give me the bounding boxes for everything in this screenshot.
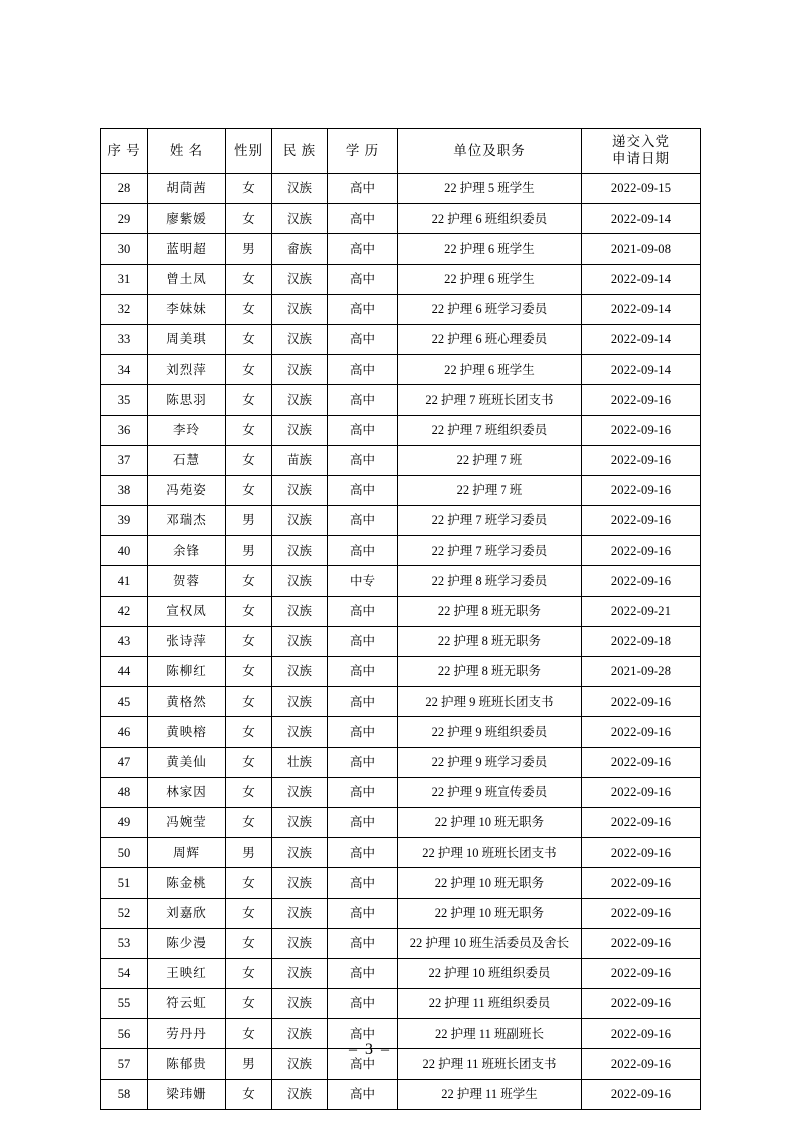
- cell-education: 高中: [328, 204, 398, 234]
- cell-seq: 41: [101, 566, 148, 596]
- cell-date: 2022-09-16: [582, 1079, 701, 1109]
- cell-seq: 37: [101, 445, 148, 475]
- cell-education: 中专: [328, 566, 398, 596]
- cell-date: 2021-09-28: [582, 657, 701, 687]
- cell-ethnicity: 汉族: [272, 204, 328, 234]
- cell-name: 黄映榕: [148, 717, 226, 747]
- cell-gender: 男: [226, 234, 272, 264]
- cell-seq: 35: [101, 385, 148, 415]
- cell-ethnicity: 汉族: [272, 566, 328, 596]
- cell-name: 刘烈萍: [148, 355, 226, 385]
- cell-education: 高中: [328, 264, 398, 294]
- cell-gender: 女: [226, 204, 272, 234]
- table-body: [101, 174, 701, 1110]
- cell-unit: 22 护理 9 班学习委员: [398, 747, 582, 777]
- cell-date: 2022-09-16: [582, 415, 701, 445]
- cell-ethnicity: 汉族: [272, 1079, 328, 1109]
- cell-date: 2022-09-16: [582, 838, 701, 868]
- table-row: [101, 838, 701, 868]
- table-row: [101, 264, 701, 294]
- cell-name: 冯苑姿: [148, 475, 226, 505]
- cell-ethnicity: 汉族: [272, 475, 328, 505]
- cell-gender: 女: [226, 294, 272, 324]
- cell-date: 2022-09-14: [582, 264, 701, 294]
- cell-seq: 44: [101, 657, 148, 687]
- cell-unit: 22 护理 8 班无职务: [398, 596, 582, 626]
- cell-unit: 22 护理 9 班组织委员: [398, 717, 582, 747]
- cell-unit: 22 护理 8 班无职务: [398, 657, 582, 687]
- cell-education: 高中: [328, 234, 398, 264]
- cell-unit: 22 护理 10 班无职务: [398, 807, 582, 837]
- cell-name: 劳丹丹: [148, 1019, 226, 1049]
- cell-education: 高中: [328, 777, 398, 807]
- cell-date: 2022-09-16: [582, 898, 701, 928]
- cell-gender: 女: [226, 989, 272, 1019]
- table-row: [101, 385, 701, 415]
- table-row: [101, 717, 701, 747]
- cell-unit: 22 护理 6 班学习委员: [398, 294, 582, 324]
- cell-gender: 女: [226, 657, 272, 687]
- cell-date: 2022-09-14: [582, 324, 701, 354]
- table-row: [101, 445, 701, 475]
- column-header-date-line1: 递交入党: [612, 134, 670, 150]
- cell-seq: 52: [101, 898, 148, 928]
- cell-name: 黄美仙: [148, 747, 226, 777]
- cell-unit: 22 护理 10 班无职务: [398, 898, 582, 928]
- cell-gender: 女: [226, 777, 272, 807]
- cell-name: 张诗萍: [148, 626, 226, 656]
- cell-seq: 46: [101, 717, 148, 747]
- cell-seq: 51: [101, 868, 148, 898]
- cell-seq: 29: [101, 204, 148, 234]
- cell-date: 2022-09-16: [582, 958, 701, 988]
- cell-education: 高中: [328, 385, 398, 415]
- cell-gender: 男: [226, 506, 272, 536]
- table-header-row: [101, 129, 701, 174]
- cell-gender: 女: [226, 174, 272, 204]
- applicant-roster-table: [100, 128, 701, 1110]
- cell-education: 高中: [328, 717, 398, 747]
- table-row: [101, 989, 701, 1019]
- cell-name: 曾土凤: [148, 264, 226, 294]
- cell-education: 高中: [328, 657, 398, 687]
- table-row: [101, 777, 701, 807]
- cell-education: 高中: [328, 868, 398, 898]
- cell-name: 李玲: [148, 415, 226, 445]
- column-header-ethnicity: 民 族: [272, 129, 328, 174]
- table-row: [101, 928, 701, 958]
- cell-ethnicity: 汉族: [272, 294, 328, 324]
- cell-ethnicity: 汉族: [272, 989, 328, 1019]
- cell-seq: 48: [101, 777, 148, 807]
- cell-unit: 22 护理 8 班学习委员: [398, 566, 582, 596]
- cell-gender: 女: [226, 1079, 272, 1109]
- cell-seq: 33: [101, 324, 148, 354]
- cell-education: 高中: [328, 596, 398, 626]
- cell-seq: 42: [101, 596, 148, 626]
- column-header-date-line2: 申请日期: [612, 151, 670, 166]
- cell-unit: 22 护理 10 班组织委员: [398, 958, 582, 988]
- cell-name: 周美琪: [148, 324, 226, 354]
- cell-gender: 男: [226, 1049, 272, 1079]
- table-row: [101, 1079, 701, 1109]
- cell-date: 2021-09-08: [582, 234, 701, 264]
- cell-seq: 36: [101, 415, 148, 445]
- cell-date: 2022-09-16: [582, 566, 701, 596]
- table-row: [101, 324, 701, 354]
- table-row: [101, 415, 701, 445]
- cell-ethnicity: 汉族: [272, 324, 328, 354]
- cell-education: 高中: [328, 506, 398, 536]
- cell-seq: 31: [101, 264, 148, 294]
- cell-gender: 女: [226, 928, 272, 958]
- column-header-unit: 单位及职务: [398, 129, 582, 174]
- cell-unit: 22 护理 7 班: [398, 445, 582, 475]
- cell-name: 陈思羽: [148, 385, 226, 415]
- cell-date: 2022-09-16: [582, 777, 701, 807]
- cell-name: 梁玮姗: [148, 1079, 226, 1109]
- table-row: [101, 294, 701, 324]
- cell-education: 高中: [328, 324, 398, 354]
- cell-ethnicity: 汉族: [272, 415, 328, 445]
- cell-date: 2022-09-14: [582, 355, 701, 385]
- table-row: [101, 204, 701, 234]
- table-row: [101, 355, 701, 385]
- cell-gender: 女: [226, 687, 272, 717]
- cell-seq: 53: [101, 928, 148, 958]
- cell-gender: 女: [226, 445, 272, 475]
- table-row: [101, 657, 701, 687]
- cell-name: 王映红: [148, 958, 226, 988]
- cell-unit: 22 护理 7 班学习委员: [398, 506, 582, 536]
- cell-name: 陈少漫: [148, 928, 226, 958]
- cell-seq: 32: [101, 294, 148, 324]
- cell-education: 高中: [328, 415, 398, 445]
- cell-ethnicity: 汉族: [272, 898, 328, 928]
- cell-education: 高中: [328, 174, 398, 204]
- cell-name: 陈金桃: [148, 868, 226, 898]
- cell-unit: 22 护理 6 班学生: [398, 355, 582, 385]
- cell-date: 2022-09-16: [582, 1019, 701, 1049]
- cell-unit: 22 护理 9 班宣传委员: [398, 777, 582, 807]
- cell-seq: 49: [101, 807, 148, 837]
- cell-date: 2022-09-14: [582, 204, 701, 234]
- cell-name: 宣权凤: [148, 596, 226, 626]
- cell-seq: 43: [101, 626, 148, 656]
- cell-unit: 22 护理 11 班学生: [398, 1079, 582, 1109]
- cell-name: 余锋: [148, 536, 226, 566]
- cell-ethnicity: 苗族: [272, 445, 328, 475]
- cell-ethnicity: 汉族: [272, 928, 328, 958]
- cell-unit: 22 护理 7 班班长团支书: [398, 385, 582, 415]
- cell-gender: 女: [226, 566, 272, 596]
- table-row: [101, 234, 701, 264]
- cell-gender: 女: [226, 717, 272, 747]
- cell-name: 陈柳红: [148, 657, 226, 687]
- cell-ethnicity: 汉族: [272, 1049, 328, 1079]
- cell-date: 2022-09-18: [582, 626, 701, 656]
- cell-unit: 22 护理 6 班学生: [398, 264, 582, 294]
- cell-gender: 女: [226, 807, 272, 837]
- cell-ethnicity: 汉族: [272, 868, 328, 898]
- cell-gender: 女: [226, 596, 272, 626]
- cell-ethnicity: 汉族: [272, 385, 328, 415]
- cell-gender: 男: [226, 536, 272, 566]
- cell-ethnicity: 汉族: [272, 174, 328, 204]
- table-row: [101, 807, 701, 837]
- cell-date: 2022-09-16: [582, 989, 701, 1019]
- cell-ethnicity: 汉族: [272, 536, 328, 566]
- table-row: [101, 626, 701, 656]
- cell-ethnicity: 汉族: [272, 506, 328, 536]
- cell-name: 陈郁贵: [148, 1049, 226, 1079]
- cell-ethnicity: 畲族: [272, 234, 328, 264]
- cell-seq: 54: [101, 958, 148, 988]
- cell-ethnicity: 汉族: [272, 626, 328, 656]
- cell-unit: 22 护理 6 班学生: [398, 234, 582, 264]
- cell-education: 高中: [328, 747, 398, 777]
- cell-seq: 50: [101, 838, 148, 868]
- cell-education: 高中: [328, 1079, 398, 1109]
- column-header-education: 学 历: [328, 129, 398, 174]
- cell-seq: 58: [101, 1079, 148, 1109]
- cell-date: 2022-09-21: [582, 596, 701, 626]
- table-row: [101, 898, 701, 928]
- cell-unit: 22 护理 10 班生活委员及舍长: [398, 928, 582, 958]
- cell-date: 2022-09-16: [582, 445, 701, 475]
- cell-unit: 22 护理 9 班班长团支书: [398, 687, 582, 717]
- cell-education: 高中: [328, 294, 398, 324]
- cell-education: 高中: [328, 838, 398, 868]
- table-row: [101, 566, 701, 596]
- cell-education: 高中: [328, 536, 398, 566]
- cell-seq: 55: [101, 989, 148, 1019]
- cell-education: 高中: [328, 1019, 398, 1049]
- cell-name: 李妹妹: [148, 294, 226, 324]
- cell-date: 2022-09-16: [582, 868, 701, 898]
- table-row: [101, 687, 701, 717]
- cell-education: 高中: [328, 898, 398, 928]
- cell-education: 高中: [328, 928, 398, 958]
- cell-ethnicity: 壮族: [272, 747, 328, 777]
- table-row: [101, 174, 701, 204]
- cell-date: 2022-09-16: [582, 1049, 701, 1079]
- cell-unit: 22 护理 6 班心理委员: [398, 324, 582, 354]
- cell-ethnicity: 汉族: [272, 777, 328, 807]
- cell-unit: 22 护理 11 班班长团支书: [398, 1049, 582, 1079]
- cell-ethnicity: 汉族: [272, 717, 328, 747]
- cell-education: 高中: [328, 475, 398, 505]
- cell-education: 高中: [328, 807, 398, 837]
- cell-name: 刘嘉欣: [148, 898, 226, 928]
- cell-education: 高中: [328, 355, 398, 385]
- cell-ethnicity: 汉族: [272, 264, 328, 294]
- column-header-name: 姓 名: [148, 129, 226, 174]
- column-header-seq: 序 号: [101, 129, 148, 174]
- cell-ethnicity: 汉族: [272, 1019, 328, 1049]
- cell-education: 高中: [328, 989, 398, 1019]
- cell-ethnicity: 汉族: [272, 687, 328, 717]
- cell-name: 蓝明超: [148, 234, 226, 264]
- cell-ethnicity: 汉族: [272, 596, 328, 626]
- cell-name: 黄格然: [148, 687, 226, 717]
- cell-education: 高中: [328, 958, 398, 988]
- cell-date: 2022-09-15: [582, 174, 701, 204]
- cell-unit: 22 护理 11 班组织委员: [398, 989, 582, 1019]
- cell-date: 2022-09-16: [582, 807, 701, 837]
- cell-unit: 22 护理 8 班无职务: [398, 626, 582, 656]
- table-header: [101, 129, 701, 174]
- cell-ethnicity: 汉族: [272, 838, 328, 868]
- cell-seq: 30: [101, 234, 148, 264]
- cell-gender: 女: [226, 385, 272, 415]
- cell-education: 高中: [328, 687, 398, 717]
- cell-seq: 57: [101, 1049, 148, 1079]
- cell-unit: 22 护理 6 班组织委员: [398, 204, 582, 234]
- cell-date: 2022-09-16: [582, 536, 701, 566]
- cell-name: 冯婉莹: [148, 807, 226, 837]
- cell-gender: 女: [226, 355, 272, 385]
- cell-gender: 女: [226, 324, 272, 354]
- cell-unit: 22 护理 11 班副班长: [398, 1019, 582, 1049]
- cell-unit: 22 护理 5 班学生: [398, 174, 582, 204]
- cell-ethnicity: 汉族: [272, 807, 328, 837]
- cell-name: 邓瑞杰: [148, 506, 226, 536]
- column-header-gender: 性别: [226, 129, 272, 174]
- cell-gender: 女: [226, 958, 272, 988]
- cell-gender: 女: [226, 264, 272, 294]
- cell-gender: 女: [226, 898, 272, 928]
- table-row: [101, 506, 701, 536]
- cell-name: 廖紫媛: [148, 204, 226, 234]
- cell-unit: 22 护理 7 班学习委员: [398, 536, 582, 566]
- cell-seq: 45: [101, 687, 148, 717]
- cell-gender: 男: [226, 838, 272, 868]
- cell-date: 2022-09-16: [582, 928, 701, 958]
- cell-name: 石慧: [148, 445, 226, 475]
- cell-gender: 女: [226, 747, 272, 777]
- cell-name: 周辉: [148, 838, 226, 868]
- cell-seq: 40: [101, 536, 148, 566]
- cell-education: 高中: [328, 445, 398, 475]
- page-number: – 3 –: [349, 1041, 391, 1058]
- cell-gender: 女: [226, 626, 272, 656]
- cell-seq: 47: [101, 747, 148, 777]
- cell-unit: 22 护理 10 班班长团支书: [398, 838, 582, 868]
- cell-seq: 38: [101, 475, 148, 505]
- cell-name: 符云虹: [148, 989, 226, 1019]
- table-row: [101, 958, 701, 988]
- cell-unit: 22 护理 7 班: [398, 475, 582, 505]
- cell-date: 2022-09-16: [582, 687, 701, 717]
- cell-date: 2022-09-14: [582, 294, 701, 324]
- cell-seq: 34: [101, 355, 148, 385]
- column-header-date: [582, 129, 701, 174]
- cell-gender: 女: [226, 1019, 272, 1049]
- table-row: [101, 596, 701, 626]
- cell-name: 林家因: [148, 777, 226, 807]
- table-row: [101, 475, 701, 505]
- cell-ethnicity: 汉族: [272, 958, 328, 988]
- cell-name: 胡茼茜: [148, 174, 226, 204]
- cell-gender: 女: [226, 475, 272, 505]
- cell-date: 2022-09-16: [582, 475, 701, 505]
- cell-seq: 56: [101, 1019, 148, 1049]
- cell-unit: 22 护理 10 班无职务: [398, 868, 582, 898]
- table-row: [101, 868, 701, 898]
- cell-date: 2022-09-16: [582, 717, 701, 747]
- cell-ethnicity: 汉族: [272, 657, 328, 687]
- cell-date: 2022-09-16: [582, 506, 701, 536]
- cell-seq: 39: [101, 506, 148, 536]
- cell-gender: 女: [226, 868, 272, 898]
- cell-seq: 28: [101, 174, 148, 204]
- cell-date: 2022-09-16: [582, 747, 701, 777]
- cell-name: 贺蓉: [148, 566, 226, 596]
- cell-education: 高中: [328, 1049, 398, 1079]
- cell-gender: 女: [226, 415, 272, 445]
- table-row: [101, 747, 701, 777]
- cell-education: 高中: [328, 626, 398, 656]
- cell-ethnicity: 汉族: [272, 355, 328, 385]
- table-row: [101, 536, 701, 566]
- cell-unit: 22 护理 7 班组织委员: [398, 415, 582, 445]
- cell-date: 2022-09-16: [582, 385, 701, 415]
